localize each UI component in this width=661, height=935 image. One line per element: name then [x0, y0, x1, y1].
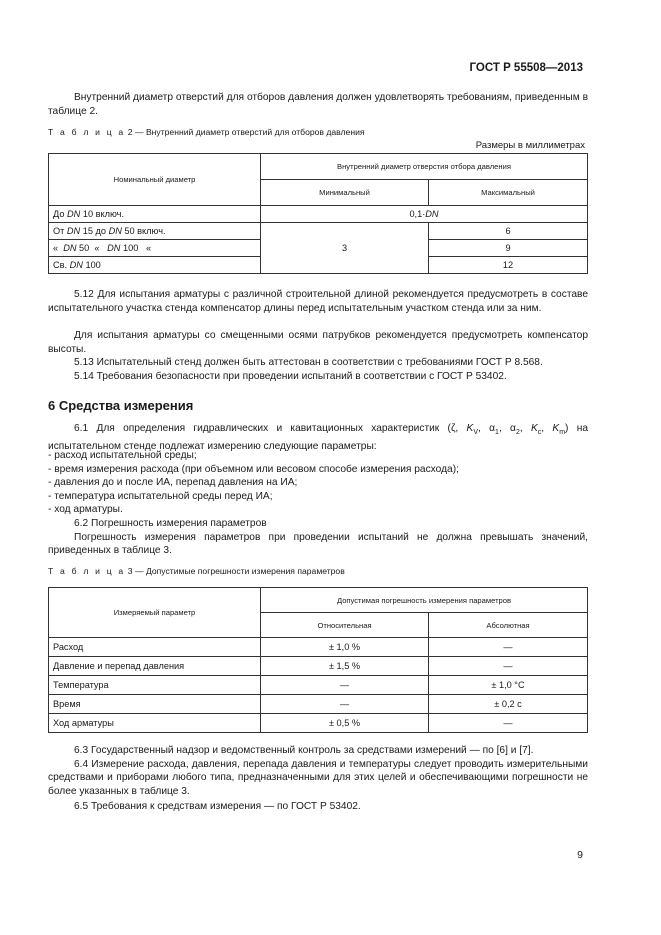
table3-header-relative: Относительная	[261, 613, 429, 638]
table2-caption-label: Т а б л и ц а	[48, 127, 126, 137]
table2-cell-nominal: « DN 50 « DN 100 «	[49, 240, 261, 257]
intro-paragraph: Внутренний диаметр отверстий для отборов давления должен удовлетворять требованиям, приведенным в таблице 2.	[48, 92, 588, 117]
table3-cell-param: Время	[49, 695, 261, 714]
paragraph-5-12-b: Для испытания арматуры со смещенными осями патрубков рекомендуется предусмотреть компенсатор высоты.	[48, 330, 588, 355]
table3-cell-relative: —	[261, 695, 429, 714]
table3-header-group: Допустимая погрешность измерения параметров	[261, 588, 588, 613]
table-row	[49, 695, 588, 714]
table2-cell-nominal: Св. DN 100	[49, 257, 261, 274]
table2	[48, 153, 588, 274]
list-item: - расход испытательной среды;	[48, 450, 197, 461]
paragraph-6-4: 6.4 Измерение расхода, давления, перепада давления и температуры следует проводить измерительными средствами и приборами любого типа, предназначенными для этих целей и обеспечивающими погрешности не более указанных в таблице 3.	[48, 758, 588, 797]
table3	[48, 587, 588, 733]
table2-caption-text: 2 — Внутренний диаметр отверстий для отборов давления	[127, 127, 365, 137]
table2-cell-max: 9	[429, 240, 588, 257]
paragraph-6-3: 6.3 Государственный надзор и ведомственный контроль за средствами измерений — по [6] и [7].	[74, 745, 534, 756]
list-item: - температура испытательной среды перед ИА;	[48, 490, 273, 502]
table2-cell-min: 3	[261, 223, 429, 274]
table2-units: Размеры в миллиметрах	[475, 140, 585, 151]
table-row	[49, 206, 588, 223]
table3-header-absolute: Абсолютная	[429, 613, 588, 638]
section-6-title: 6 Средства измерения	[48, 398, 194, 413]
table3-cell-absolute: —	[429, 638, 588, 657]
table3-caption-label: Т а б л и ц а	[48, 566, 126, 576]
table2-header-max: Максимальный	[429, 180, 588, 206]
table3-cell-param: Температура	[49, 676, 261, 695]
paragraph-5-14: 5.14 Требования безопасности при проведении испытаний в соответствии с ГОСТ Р 53402.	[74, 370, 507, 382]
table-row	[49, 223, 588, 240]
table3-cell-absolute: ± 1,0 °С	[429, 676, 588, 695]
table3-cell-param: Давление и перепад давления	[49, 657, 261, 676]
paragraph-5-13: 5.13 Испытательный стенд должен быть аттестован в соответствии с требованиями ГОСТ Р 8.568.	[74, 357, 543, 368]
paragraph-5-12: 5.12 Для испытания арматуры с различной строительной длиной рекомендуется предусмотреть в составе испытательного участка стенда компенсатор длины перед испытательным участком стенда или за ним.	[48, 289, 588, 314]
table2-header-nominal: Номинальный диаметр	[49, 154, 261, 206]
table2-header-group: Внутренний диаметр отверстия отбора давления	[261, 154, 588, 180]
paragraph-6-1: 6.1 Для определения гидравлических и кавитационных характеристик (ζ, $K_V$, $\alpha_1$, $\alpha_2$, $K_c$, $K_m$) на испытательном стенде подлежат измерению следующие параметры:	[48, 423, 589, 452]
table-row	[49, 638, 588, 657]
table-row	[49, 676, 588, 695]
table-row	[49, 657, 588, 676]
list-item: - давления до и после ИА, перепад давления на ИА;	[48, 477, 298, 489]
table2-header-min: Минимальный	[261, 180, 429, 206]
table2-cell-nominal: До DN 10 включ.	[49, 206, 261, 223]
table3-cell-absolute: —	[429, 657, 588, 676]
table3-header-param: Измеряемый параметр	[49, 588, 261, 638]
table2-cell-value: 0,1·DN	[261, 206, 588, 223]
table3-cell-relative: ± 1,5 %	[261, 657, 429, 676]
table2-cell-nominal: От DN 15 до DN 50 включ.	[49, 223, 261, 240]
paragraph-6-5: 6.5 Требования к средствам измерения — по ГОСТ Р 53402.	[74, 801, 361, 812]
table3-caption-text: 3 — Допустимые погрешности измерения параметров	[127, 566, 345, 576]
paragraph-6-2: 6.2 Погрешность измерения параметров	[74, 518, 267, 529]
table3-caption	[48, 566, 345, 576]
table-row	[49, 714, 588, 733]
table2-cell-max: 12	[429, 257, 588, 274]
page-number: 9	[577, 849, 583, 861]
table3-cell-relative: —	[261, 676, 429, 695]
table3-cell-absolute: —	[429, 714, 588, 733]
table3-cell-absolute: ± 0,2 с	[429, 695, 588, 714]
table3-cell-param: Ход арматуры	[49, 714, 261, 733]
list-item: - время измерения расхода (при объемном или весовом способе измерения расхода);	[48, 463, 459, 475]
table3-cell-relative: ± 1,0 %	[261, 638, 429, 657]
table3-cell-relative: ± 0,5 %	[261, 714, 429, 733]
table3-cell-param: Расход	[49, 638, 261, 657]
paragraph-6-2-b: Погрешность измерения параметров при проведении испытаний не должна превышать значений, приведенных в таблице 3.	[48, 531, 588, 557]
parameter-list	[48, 449, 588, 517]
table2-caption	[48, 127, 365, 137]
standard-header: ГОСТ Р 55508—2013	[469, 62, 583, 74]
list-item: - ход арматуры.	[48, 504, 123, 516]
table2-cell-max: 6	[429, 223, 588, 240]
